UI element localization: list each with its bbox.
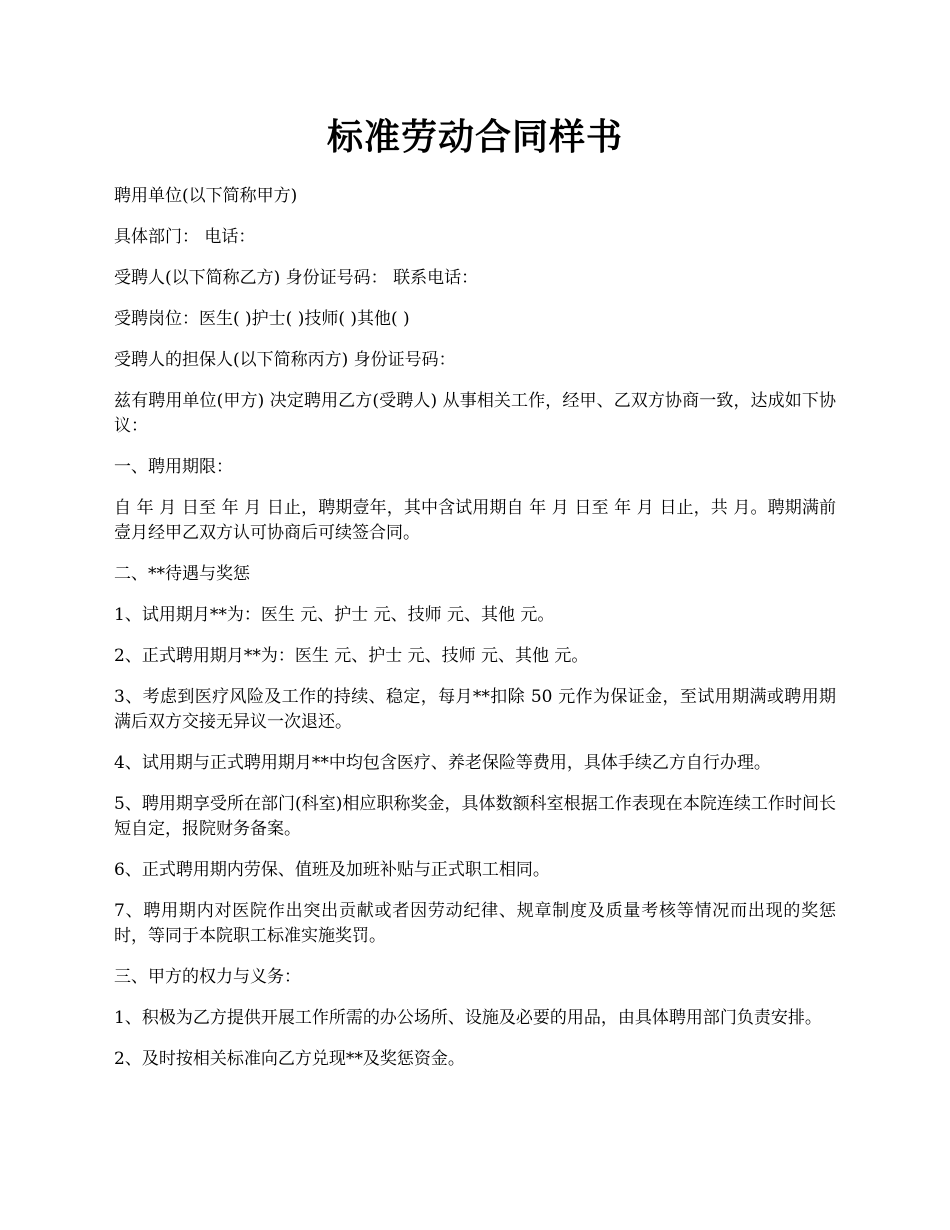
clause-deposit: 3、考虑到医疗风险及工作的持续、稳定，每月**扣除 50 元作为保证金，至试用期满或聘用期满后双方交接无异议一次退还。 (114, 687, 836, 732)
clause-insurance: 4、试用期与正式聘用期月**中均包含医疗、养老保险等费用，具体手续乙方自行办理。 (114, 753, 771, 773)
paragraph-guarantor: 受聘人的担保人(以下简称丙方) 身份证号码： (114, 350, 456, 370)
paragraph-employer: 聘用单位(以下简称甲方) (114, 186, 298, 206)
clause-office-provision: 1、积极为乙方提供开展工作所需的办公场所、设施及必要的用品，由具体聘用部门负责安排。 (114, 1008, 822, 1028)
clause-allowance: 6、正式聘用期内劳保、值班及加班补贴与正式职工相同。 (114, 860, 550, 880)
paragraph-preamble: 兹有聘用单位(甲方) 决定聘用乙方(受聘人) 从事相关工作，经甲、乙双方协商一致，达成如下协议： (114, 391, 836, 436)
section-heading-term: 一、聘用期限： (114, 457, 233, 477)
paragraph-employee: 受聘人(以下简称乙方) 身份证号码： 联系电话： (114, 268, 479, 288)
paragraph-term-detail: 自 年 月 日至 年 月 日止，聘期壹年，其中含试用期自 年 月 日至 年 月 日止，共 月。聘期满前壹月经甲乙双方认可协商后可续签合同。 (114, 498, 836, 543)
document-title: 标准劳动合同样书 (326, 116, 623, 158)
paragraph-department-phone: 具体部门： 电话： (114, 227, 256, 247)
clause-bonus: 5、聘用期享受所在部门(科室)相应职称奖金，具体数额科室根据工作表现在本院连续工作时间长短自定，报院财务备案。 (114, 794, 836, 839)
paragraph-position: 受聘岗位：医生( )护士( )技师( )其他( ) (114, 309, 410, 329)
clause-payment-fulfillment: 2、及时按相关标准向乙方兑现**及奖惩资金。 (114, 1049, 465, 1069)
clause-probation-pay: 1、试用期月**为：医生 元、护士 元、技师 元、其他 元。 (114, 605, 555, 625)
section-heading-compensation: 二、**待遇与奖惩 (114, 564, 250, 584)
clause-formal-pay: 2、正式聘用期月**为：医生 元、护士 元、技师 元、其他 元。 (114, 646, 589, 666)
clause-rewards-penalties: 7、聘用期内对医院作出突出贡献或者因劳动纪律、规章制度及质量考核等情况而出现的奖惩时，等同于本院职工标准实施奖罚。 (114, 901, 836, 946)
section-heading-party-a: 三、甲方的权力与义务： (114, 967, 301, 987)
